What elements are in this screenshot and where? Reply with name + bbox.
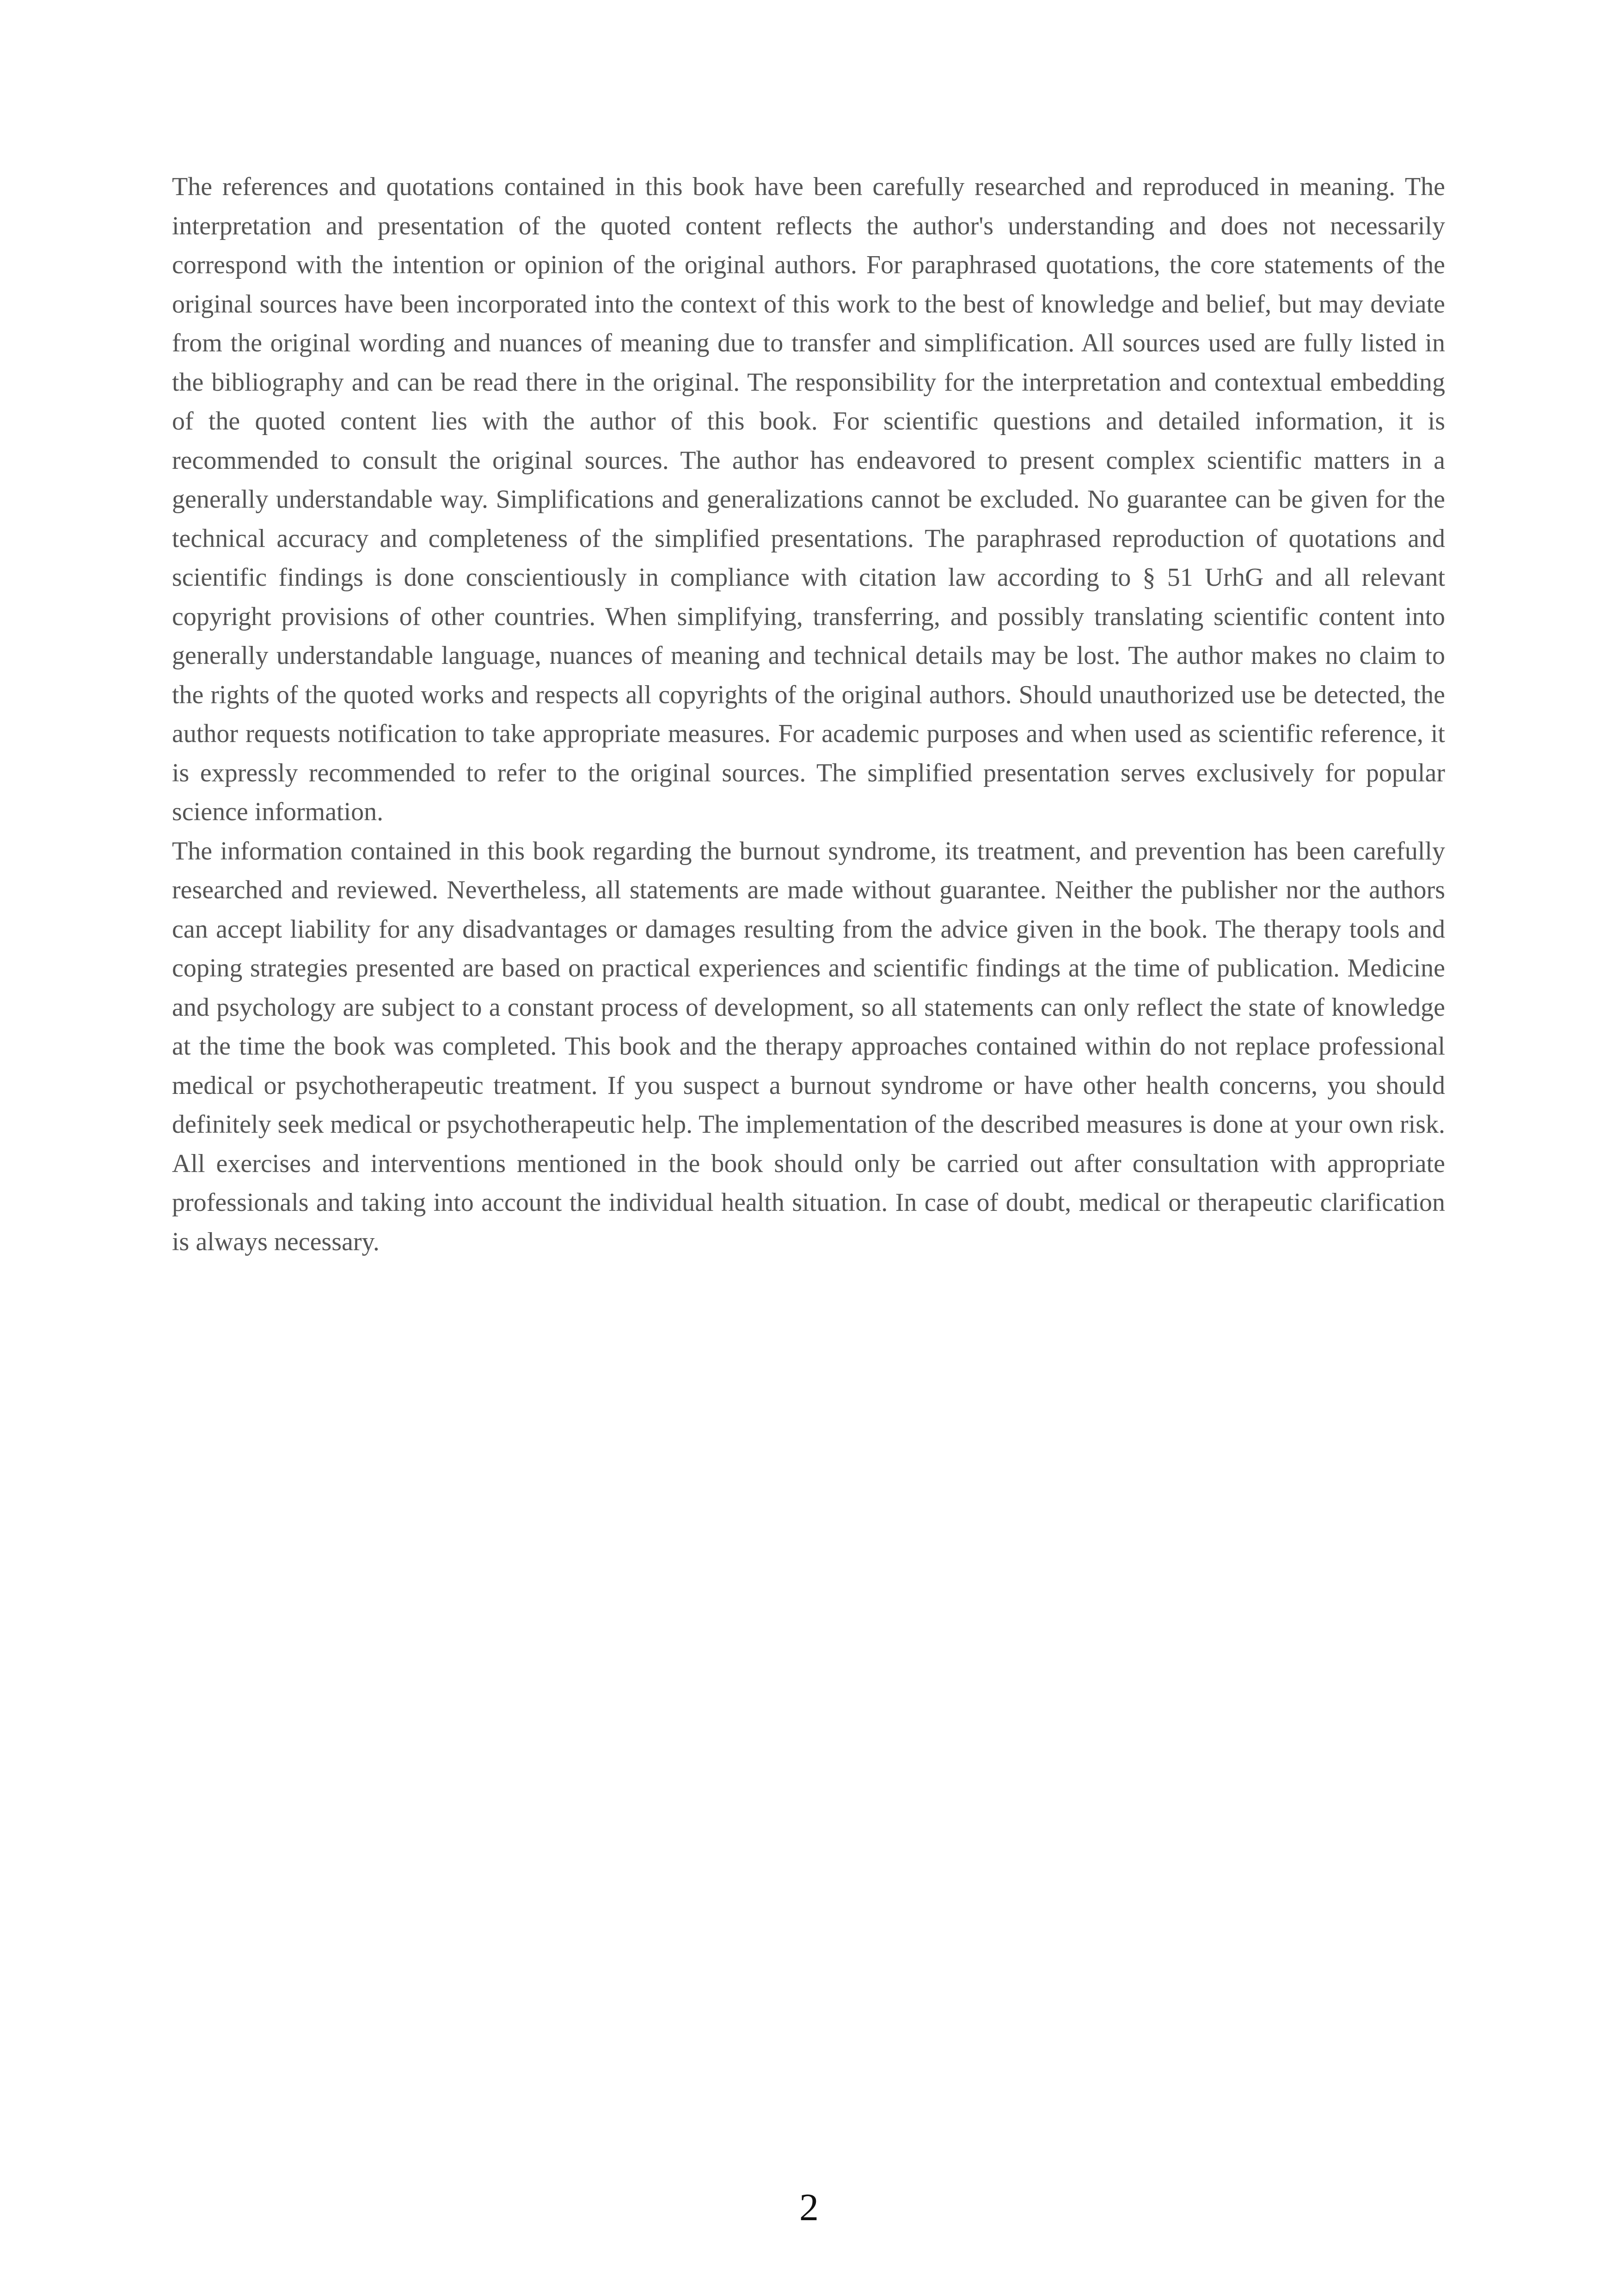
page-number: 2 (799, 2186, 819, 2229)
body-text (172, 167, 1445, 1261)
paragraph-medical-disclaimer: The information contained in this book regarding the burnout syndrome, its treatment, and prevention has been carefully researched and reviewed. Nevertheless, all statements are made without guarantee. Neither the publisher nor the authors can accept liability for any disadvantages or damages resulting from the advice given in the book. The therapy tools and coping strategies presented are based on practical experiences and scientific findings at the time of publication. Medicine and psychology are subject to a constant process of development, so all statements can only reflect the state of knowledge at the time the book was completed. This book and the therapy approaches contained within do not replace professional medical or psychotherapeutic treatment. If you suspect a burnout syndrome or have other health concerns, you should definitely seek medical or psychotherapeutic help. The implementation of the described measures is done at your own risk. All exercises and interventions mentioned in the book should only be carried out after consultation with appropriate professionals and taking into account the individual health situation. In case of doubt, medical or therapeutic clarification is always necessary. (172, 836, 1445, 1256)
paragraph-citation-disclaimer: The references and quotations contained in this book have been carefully researched and reproduced in meaning. The interpretation and presentation of the quoted content reflects the author's understanding and does not necessarily correspond with the intention or opinion of the original authors. For paraphrased quotations, the core statements of the original sources have been incorporated into the context of this work to the best of knowledge and belief, but may deviate from the original wording and nuances of meaning due to transfer and simplification. All sources used are fully listed in the bibliography and can be read there in the original. The responsibility for the interpretation and contextual embedding of the quoted content lies with the author of this book. For scientific questions and detailed information, it is recommended to consult the original sources. The author has endeavored to present complex scientific matters in a generally understandable way. Simplifications and generalizations cannot be excluded. No guarantee can be given for the technical accuracy and completeness of the simplified presentations. The paraphrased reproduction of quotations and scientific findings is done conscientiously in compliance with citation law according to § 51 UrhG and all relevant copyright provisions of other countries. When simplifying, transferring, and possibly translating scientific content into generally understandable language, nuances of meaning and technical details may be lost. The author makes no claim to the rights of the quoted works and respects all copyrights of the original authors. Should unauthorized use be detected, the author requests notification to take appropriate measures. For academic purposes and when used as scientific reference, it is expressly recommended to refer to the original sources. The simplified presentation serves exclusively for popular science information. (172, 172, 1445, 826)
